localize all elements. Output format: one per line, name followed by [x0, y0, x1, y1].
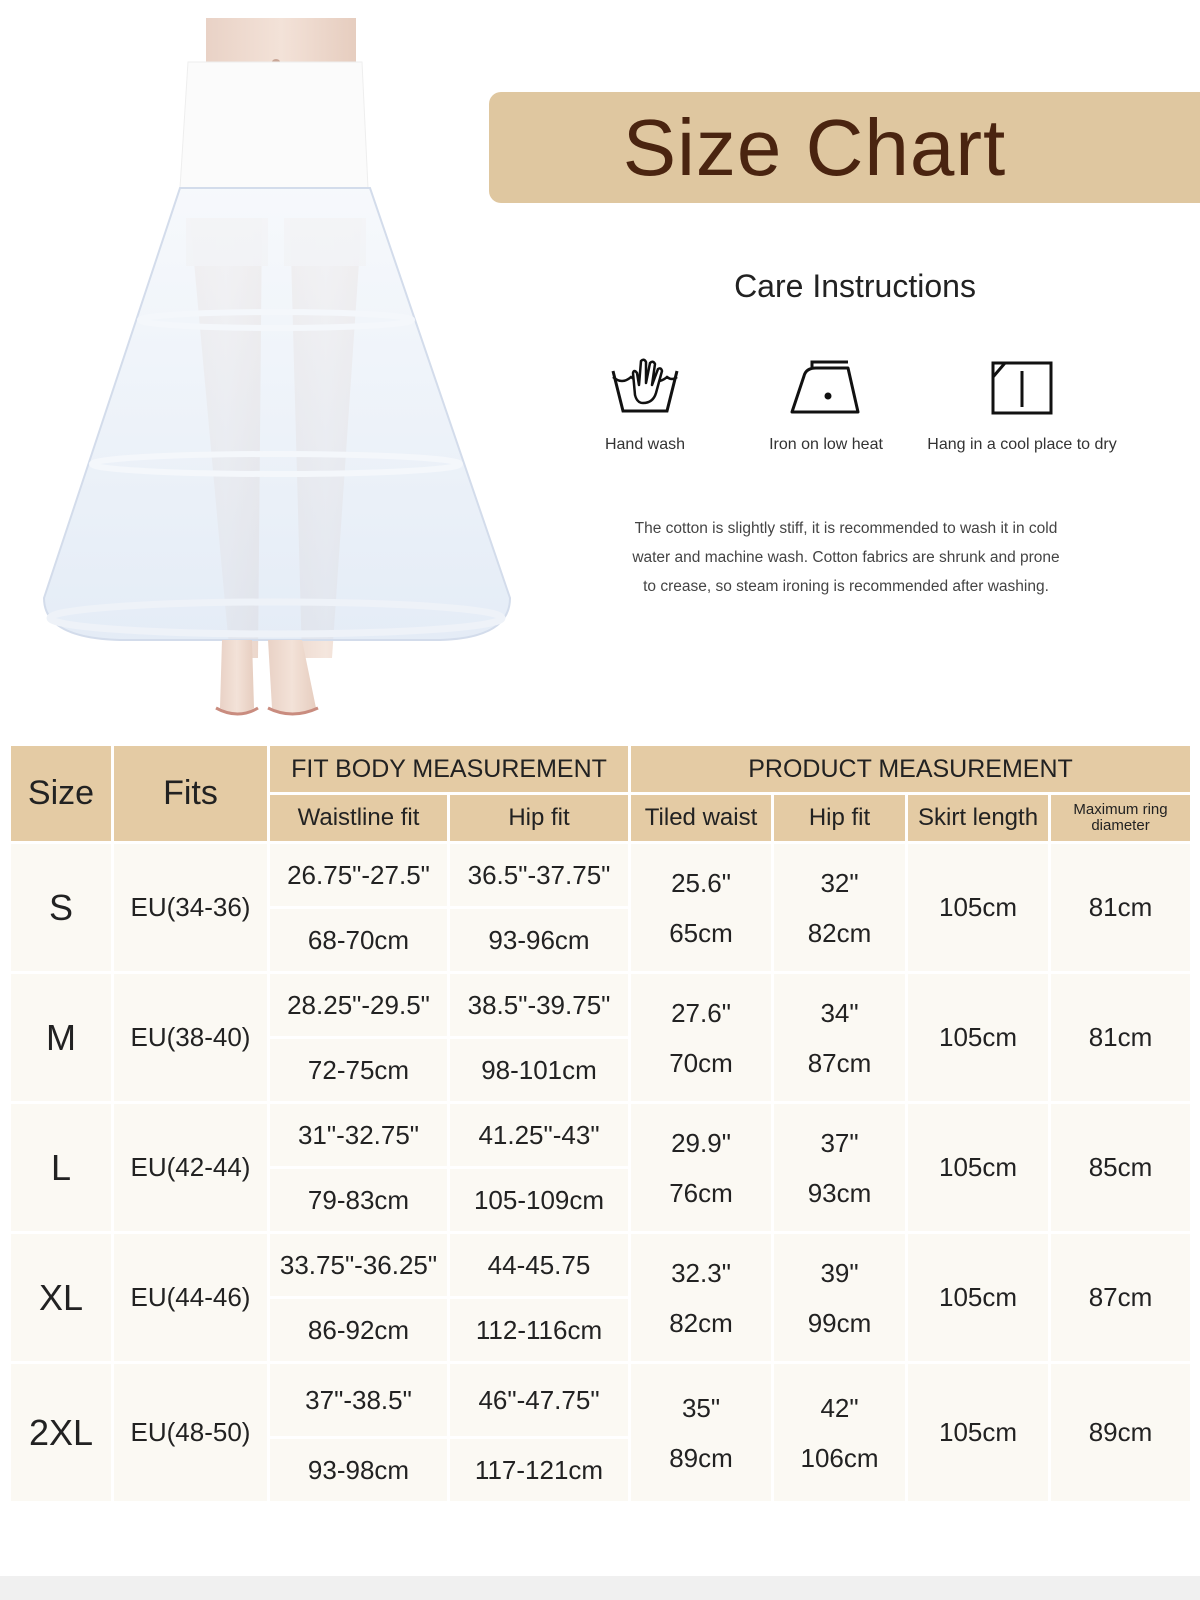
cell-ring-diameter: 89cm [1050, 1363, 1192, 1503]
cell-fits: EU(42-44) [113, 1103, 269, 1233]
cell-waist-cm: 72-75cm [269, 1038, 449, 1103]
cell-product-hip [773, 973, 907, 1103]
cell-tiled-waist [630, 1103, 773, 1233]
cell-hip-cm: 93-96cm [449, 908, 630, 973]
product-hip-inch: 39" [820, 1257, 859, 1288]
cell-hip-inch: 41.25"-43" [449, 1103, 630, 1168]
tiled-waist-cm: 82cm [669, 1307, 733, 1338]
cell-tiled-waist [630, 1363, 773, 1503]
tiled-waist-cm: 89cm [669, 1442, 733, 1473]
tiled-waist-cm: 65cm [669, 917, 733, 948]
hang-dry-icon [922, 352, 1122, 424]
care-item-hang-dry [922, 352, 1122, 454]
care-note-line: to crease, so steam ironing is recommended after washing. [643, 578, 1049, 595]
cell-ring-diameter: 81cm [1050, 843, 1192, 973]
cell-waist-inch: 37"-38.5" [269, 1363, 449, 1438]
product-hip-cm: 93cm [807, 1177, 872, 1208]
care-item-iron [726, 352, 926, 454]
cell-tiled-waist [630, 843, 773, 973]
cell-waist-inch: 28.25"-29.5" [269, 973, 449, 1038]
cell-product-hip [773, 1233, 907, 1363]
cell-tiled-waist [630, 1233, 773, 1363]
cell-hip-inch: 38.5"-39.75" [449, 973, 630, 1038]
header-product-measurement: PRODUCT MEASUREMENT [630, 745, 1192, 794]
header-skirt-length: Skirt length [907, 794, 1050, 843]
cell-hip-cm: 112-116cm [449, 1298, 630, 1363]
care-note-line: The cotton is slightly stiff, it is recommended to wash it in cold [634, 520, 1058, 537]
cell-size: S [10, 843, 113, 973]
product-hip-inch: 37" [820, 1127, 859, 1158]
cell-hip-cm: 105-109cm [449, 1168, 630, 1233]
product-hip-cm: 82cm [807, 917, 872, 948]
cell-hip-cm: 98-101cm [449, 1038, 630, 1103]
size-chart-table [8, 743, 1193, 1504]
cell-size: M [10, 973, 113, 1103]
table-row [10, 973, 1192, 1038]
cell-tiled-waist [630, 973, 773, 1103]
tiled-waist-inch: 25.6" [671, 867, 731, 898]
header-ring-diameter: Maximum ring diameter [1050, 794, 1192, 843]
care-note [596, 514, 1096, 601]
cell-size: XL [10, 1233, 113, 1363]
tiled-waist-cm: 76cm [669, 1177, 733, 1208]
cell-waist-cm: 68-70cm [269, 908, 449, 973]
tiled-waist-inch: 29.9" [671, 1127, 731, 1158]
header-fit-body-measurement: FIT BODY MEASUREMENT [269, 745, 630, 794]
cell-waist-cm: 93-98cm [269, 1438, 449, 1503]
cell-hip-inch: 46"-47.75" [449, 1363, 630, 1438]
table-row [10, 1103, 1192, 1168]
tiled-waist-cm: 70cm [669, 1047, 733, 1078]
page-title: Size Chart [622, 102, 1007, 192]
cell-ring-diameter: 87cm [1050, 1233, 1192, 1363]
cell-fits: EU(44-46) [113, 1233, 269, 1363]
cell-waist-cm: 86-92cm [269, 1298, 449, 1363]
cell-size: L [10, 1103, 113, 1233]
cell-waist-inch: 33.75"-36.25" [269, 1233, 449, 1298]
care-label-iron: Iron on low heat [769, 436, 883, 453]
table-row [10, 1233, 1192, 1298]
header-hip-fit-product: Hip fit [773, 794, 907, 843]
cell-fits: EU(34-36) [113, 843, 269, 973]
product-hip-inch: 34" [820, 997, 859, 1028]
product-hip-cm: 87cm [807, 1047, 872, 1078]
cell-skirt-length: 105cm [907, 1363, 1050, 1503]
cell-ring-diameter: 81cm [1050, 973, 1192, 1103]
title-banner [489, 92, 1200, 203]
header-size: Size [10, 745, 113, 843]
iron-low-heat-icon [726, 352, 926, 424]
cell-skirt-length: 105cm [907, 1103, 1050, 1233]
table-row [10, 1363, 1192, 1438]
bottom-strip [0, 1576, 1200, 1600]
product-hip-inch: 42" [820, 1392, 859, 1423]
cell-skirt-length: 105cm [907, 1233, 1050, 1363]
header-tiled-waist: Tiled waist [630, 794, 773, 843]
cell-hip-inch: 36.5"-37.75" [449, 843, 630, 908]
tiled-waist-inch: 27.6" [671, 997, 731, 1028]
cell-waist-inch: 26.75"-27.5" [269, 843, 449, 908]
cell-hip-inch: 44-45.75 [449, 1233, 630, 1298]
cell-fits: EU(48-50) [113, 1363, 269, 1503]
product-hip-cm: 99cm [807, 1307, 872, 1338]
header-fits: Fits [113, 745, 269, 843]
care-note-line: water and machine wash. Cotton fabrics are shrunk and prone [632, 549, 1060, 566]
cell-product-hip [773, 1103, 907, 1233]
care-label-hand-wash: Hand wash [604, 436, 686, 453]
cell-skirt-length: 105cm [907, 973, 1050, 1103]
cell-fits: EU(38-40) [113, 973, 269, 1103]
cell-waist-cm: 79-83cm [269, 1168, 449, 1233]
care-label-hang-dry: Hang in a cool place to dry [927, 436, 1117, 453]
hand-wash-icon [545, 352, 745, 424]
cell-hip-cm: 117-121cm [449, 1438, 630, 1503]
cell-size: 2XL [10, 1363, 113, 1503]
petticoat-illustration [40, 18, 520, 730]
header-hip-fit-body: Hip fit [449, 794, 630, 843]
cell-ring-diameter: 85cm [1050, 1103, 1192, 1233]
cell-product-hip [773, 843, 907, 973]
care-item-hand-wash [545, 352, 745, 454]
care-heading: Care Instructions [734, 268, 976, 304]
cell-product-hip [773, 1363, 907, 1503]
product-hip-inch: 32" [820, 867, 859, 898]
product-hip-cm: 106cm [800, 1442, 879, 1473]
tiled-waist-inch: 32.3" [671, 1257, 731, 1288]
size-rows [10, 843, 1192, 1503]
table-row [10, 843, 1192, 908]
cell-skirt-length: 105cm [907, 843, 1050, 973]
header-waistline-fit: Waistline fit [269, 794, 449, 843]
cell-waist-inch: 31"-32.75" [269, 1103, 449, 1168]
tiled-waist-inch: 35" [681, 1392, 721, 1423]
